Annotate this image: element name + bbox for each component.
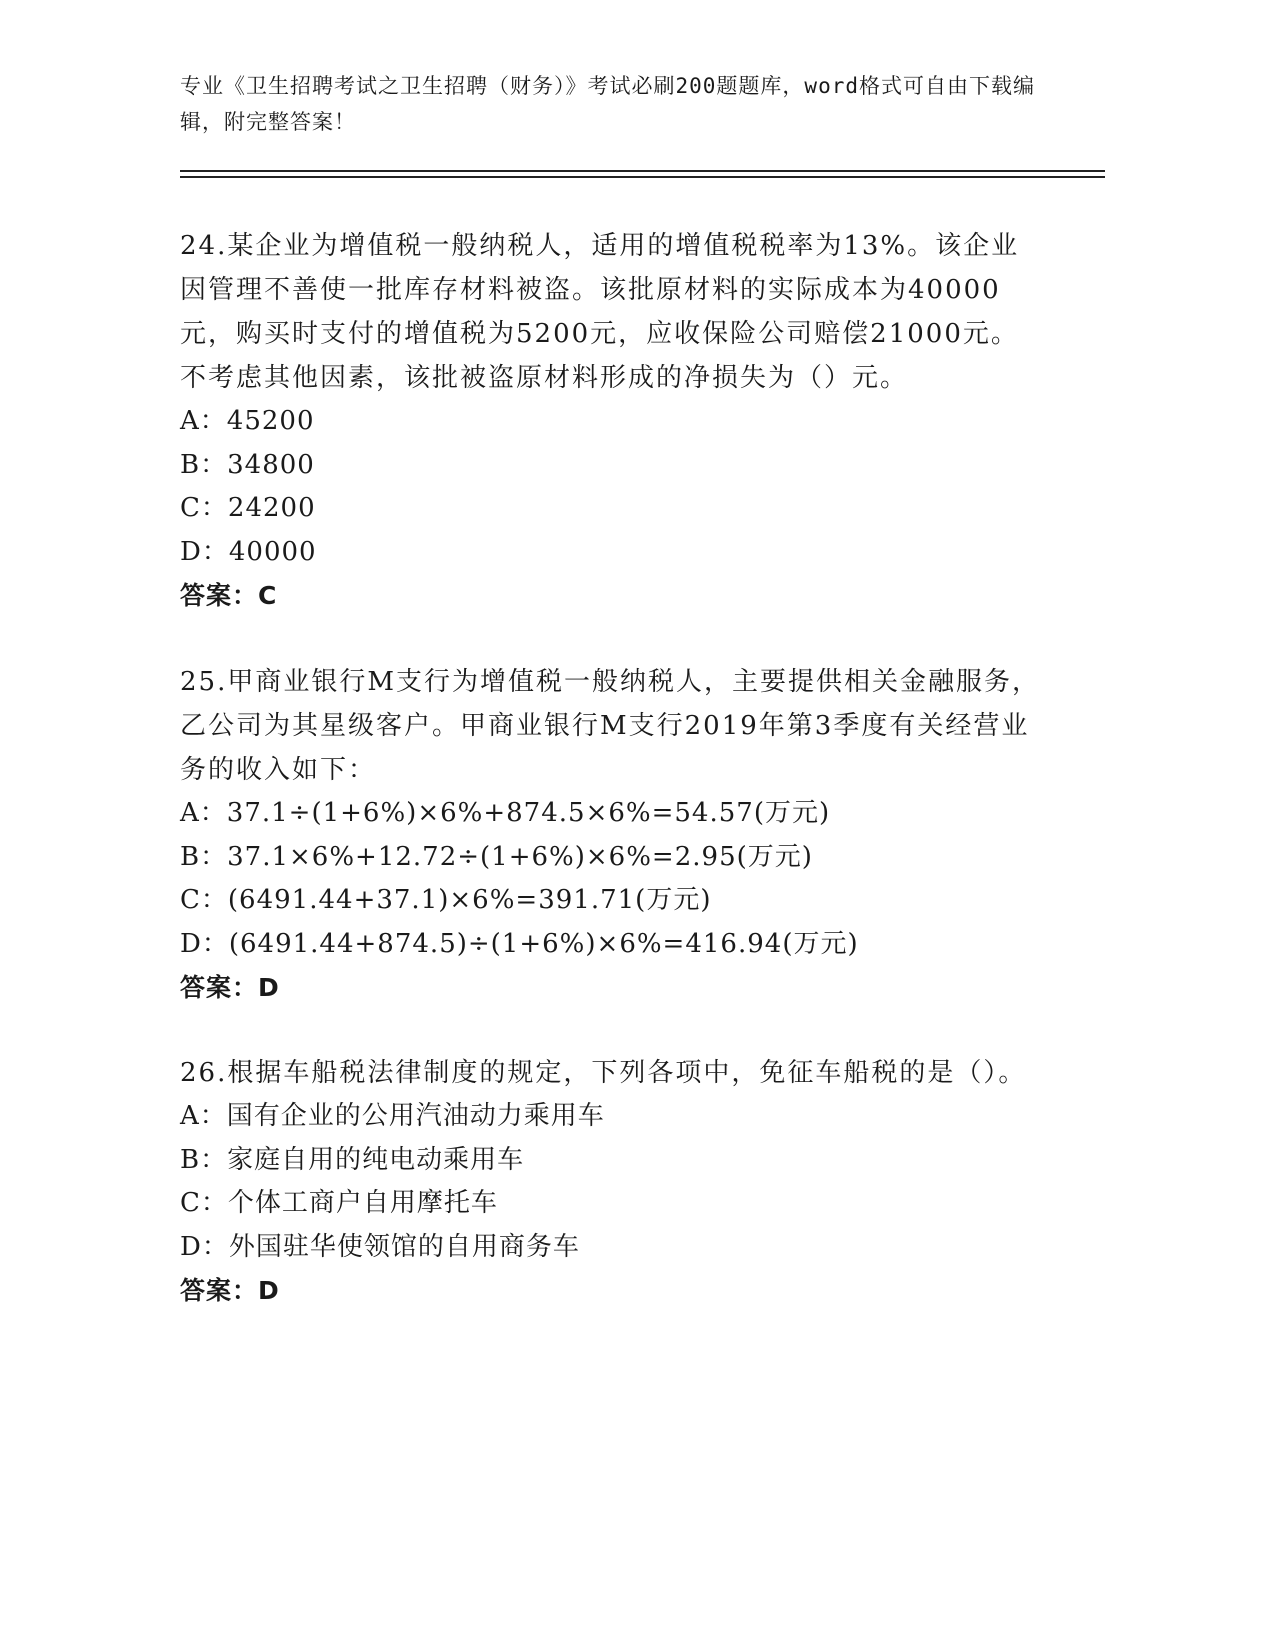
option-key: B：	[180, 1144, 228, 1175]
answer-value: D	[258, 1276, 280, 1305]
question-stem: 26.根据车船税法律制度的规定，下列各项中，免征车船税的是（）。	[180, 1058, 1027, 1088]
option-key: D：	[180, 1231, 229, 1262]
header-divider-bottom	[180, 176, 1105, 178]
question-stem: 25.甲商业银行M支行为增值税一般纳税人，主要提供相关金融服务，乙公司为其星级客户。甲商业银行M支行2019年第3季度有关经营业务的收入如下：	[180, 667, 1040, 785]
question-25	[180, 660, 1040, 1010]
option-text: 24200	[227, 493, 316, 523]
option-a	[180, 792, 1040, 836]
answer-line	[180, 1269, 1040, 1313]
option-text: (6491.44+874.5)÷(1+6%)×6%=416.94(万元)	[228, 928, 859, 959]
option-text: 外国驻华使领馆的自用商务车	[228, 1231, 580, 1262]
option-key: C：	[180, 493, 228, 523]
option-text: 37.1÷(1+6%)×6%+874.5×6%=54.57(万元)	[226, 798, 831, 828]
option-key: B：	[180, 449, 228, 480]
header-divider-top	[180, 170, 1105, 172]
option-c	[180, 487, 1040, 531]
option-list	[180, 1095, 1040, 1269]
answer-label: 答案：	[180, 973, 259, 1002]
option-a	[180, 1095, 1040, 1139]
answer-value: D	[258, 973, 280, 1002]
option-key: A：	[180, 406, 227, 436]
option-text: 37.1×6%+12.72÷(1+6%)×6%=2.95(万元)	[227, 841, 813, 872]
option-b	[180, 1139, 1040, 1183]
option-text: 家庭自用的纯电动乘用车	[227, 1144, 525, 1175]
answer-label: 答案：	[180, 581, 259, 610]
option-a	[180, 400, 1040, 444]
question-stem: 24.某企业为增值税一般纳税人，适用的增值税税率为13%。该企业因管理不善使一批库存材料被盗。该批原材料的实际成本为40000元，购买时支付的增值税为5200元，应收保险公司赔偿21000元。不考虑其他因素，该批被盗原材料形成的净损失为（）元。	[180, 231, 1020, 393]
answer-value: C	[258, 581, 278, 610]
option-key: A：	[180, 798, 227, 828]
option-text: 34800	[227, 449, 315, 480]
document-header: 专业《卫生招聘考试之卫生招聘（财务）》考试必刷200题题库，word格式可自由下载编辑，附完整答案！	[180, 74, 1035, 134]
option-c	[180, 879, 1040, 923]
answer-line	[180, 966, 1040, 1010]
option-key: A：	[180, 1101, 227, 1131]
option-key: D：	[180, 536, 229, 567]
option-text: 个体工商户自用摩托车	[227, 1188, 498, 1218]
option-list	[180, 792, 1040, 966]
option-list	[180, 400, 1040, 574]
option-text: 国有企业的公用汽油动力乘用车	[226, 1101, 605, 1131]
question-24	[180, 224, 1040, 618]
answer-label: 答案：	[180, 1276, 259, 1305]
option-key: B：	[180, 841, 228, 872]
option-key: D：	[180, 928, 229, 959]
answer-line	[180, 574, 1040, 618]
option-b	[180, 444, 1040, 488]
question-26	[180, 1051, 1040, 1313]
option-key: C：	[180, 885, 228, 915]
option-d	[180, 1226, 1040, 1270]
option-key: C：	[180, 1188, 228, 1218]
option-c	[180, 1182, 1040, 1226]
option-b	[180, 836, 1040, 880]
option-d	[180, 923, 1040, 967]
option-text: (6491.44+37.1)×6%=391.71(万元)	[227, 885, 712, 915]
option-d	[180, 531, 1040, 575]
option-text: 40000	[228, 536, 317, 567]
option-text: 45200	[226, 406, 315, 436]
